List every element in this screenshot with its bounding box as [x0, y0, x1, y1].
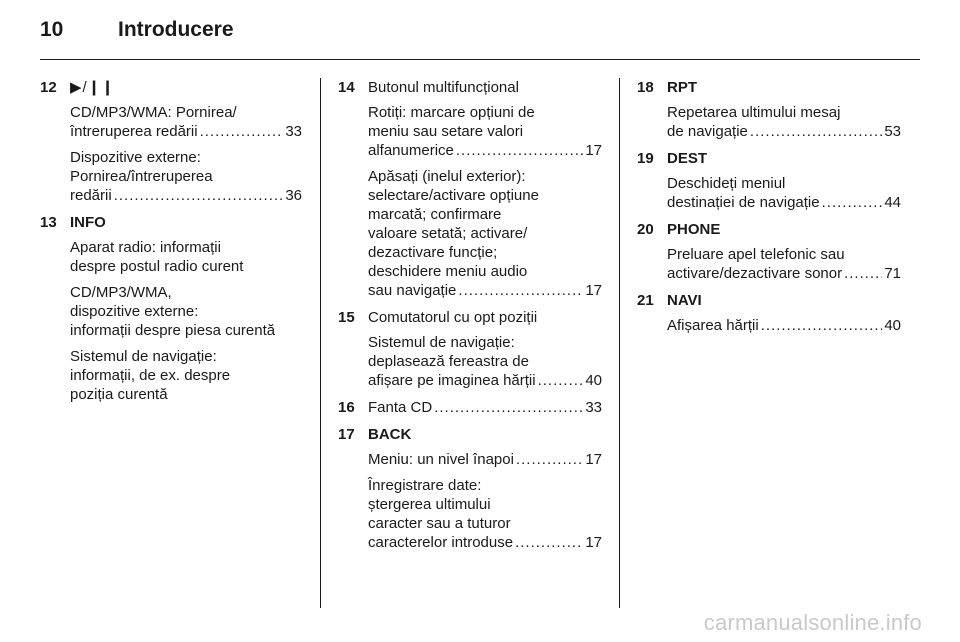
entry-title: Comutatorul cu opt poziții: [368, 309, 538, 326]
reference-page-number: 17: [585, 534, 602, 551]
text-line: poziția curentă: [70, 386, 168, 403]
index-entry: [40, 213, 302, 404]
column-divider-2: [619, 78, 620, 608]
reference-text: afișare pe imaginea hărții: [368, 372, 536, 389]
text-line: Pornirea/întreruperea: [70, 168, 213, 185]
column-3: [637, 78, 901, 343]
page-reference: [667, 122, 901, 141]
entry-title: INFO: [70, 214, 106, 231]
entry-number: 13: [40, 214, 57, 231]
entry-paragraph: [70, 103, 302, 141]
index-entry: [338, 308, 602, 390]
reference-page-number: 36: [285, 187, 302, 204]
reference-page-number: 17: [585, 451, 602, 468]
reference-text: alfanumerice: [368, 142, 454, 159]
text-line: dispozitive externe:: [70, 303, 199, 320]
index-entry: [40, 78, 302, 205]
entry-number: 20: [637, 221, 654, 238]
entry-paragraph: [70, 148, 302, 205]
entry-paragraph: [667, 245, 901, 283]
reference-text: sau navigație: [368, 282, 457, 299]
header-rule: [40, 59, 920, 60]
entry-paragraph: [70, 347, 302, 404]
dot-leader: [114, 186, 284, 205]
entry-paragraph: [667, 174, 901, 212]
dot-leader: [200, 122, 284, 141]
text-line: Sistemul de navigație:: [70, 348, 217, 365]
text-line: Rotiți: marcare opțiuni de: [368, 104, 535, 121]
entry-number: 17: [338, 426, 355, 443]
entry-paragraph: [368, 398, 602, 417]
entry-number: 15: [338, 309, 355, 326]
text-line: meniu sau setare valori: [368, 123, 524, 140]
column-2: [338, 78, 602, 560]
entry-paragraph: [70, 238, 302, 276]
index-entry: [338, 398, 602, 417]
entry-title: PHONE: [667, 221, 721, 238]
text-line: marcată; confirmare: [368, 206, 502, 223]
text-line: Preluare apel telefonic sau: [667, 246, 845, 263]
reference-text: destinației de navigație: [667, 194, 820, 211]
play-pause-icon: ▶/❙❙: [70, 79, 115, 96]
page-reference: [667, 193, 901, 212]
entry-title: BACK: [368, 426, 412, 443]
reference-page-number: 40: [884, 317, 901, 334]
reference-page-number: 17: [585, 142, 602, 159]
entry-title: RPT: [667, 79, 697, 96]
entry-title: DEST: [667, 150, 708, 167]
page-reference: [667, 264, 901, 283]
entry-paragraph: [368, 103, 602, 160]
entry-paragraph: [368, 450, 602, 469]
reference-text: Fanta CD: [368, 399, 433, 416]
entry-paragraph: [368, 333, 602, 390]
reference-text: Meniu: un nivel înapoi: [368, 451, 514, 468]
page-reference: [368, 398, 602, 417]
text-line: Deschideți meniul: [667, 175, 786, 192]
text-line: Dispozitive externe:: [70, 149, 201, 166]
reference-text: activare/dezactivare sonor: [667, 265, 843, 282]
dot-leader: [538, 371, 584, 390]
reference-page-number: 53: [884, 123, 901, 140]
entry-number: 19: [637, 150, 654, 167]
text-line: Înregistrare date:: [368, 477, 482, 494]
dot-leader: [822, 193, 883, 212]
index-entry: [637, 291, 901, 335]
entry-number: 14: [338, 79, 355, 96]
watermark: carmanualsonline.info: [703, 610, 922, 635]
column-divider-1: [320, 78, 321, 608]
page-reference: [368, 450, 602, 469]
dot-leader: [516, 450, 583, 469]
text-line: selectare/activare opțiune: [368, 187, 539, 204]
dot-leader: [844, 264, 882, 283]
text-line: CD/MP3/WMA: Pornirea/: [70, 104, 237, 121]
reference-text: caracterelor introduse: [368, 534, 514, 551]
text-line: valoare setată; activare/: [368, 225, 528, 242]
text-line: informații, de ex. despre: [70, 367, 231, 384]
text-line: ștergerea ultimului: [368, 496, 491, 513]
page-header: [40, 18, 234, 48]
entry-title: NAVI: [667, 292, 702, 309]
dot-leader: [458, 281, 583, 300]
reference-text: de navigație: [667, 123, 748, 140]
page-reference: [368, 281, 602, 300]
text-line: despre postul radio curent: [70, 258, 244, 275]
entry-paragraph: [368, 167, 602, 300]
dot-leader: [434, 398, 583, 417]
page-reference: [368, 141, 602, 160]
text-line: Apăsați (inelul exterior):: [368, 168, 526, 185]
text-line: deschidere meniu audio: [368, 263, 528, 280]
entry-number: 21: [637, 292, 654, 309]
dot-leader: [456, 141, 583, 160]
entry-number: 12: [40, 79, 57, 96]
entry-paragraph: [667, 316, 901, 335]
index-entry: [637, 220, 901, 283]
page-reference: [70, 122, 302, 141]
text-line: dezactivare funcție;: [368, 244, 498, 261]
entry-title: Butonul multifuncțional: [368, 79, 519, 96]
entry-paragraph: [368, 476, 602, 552]
reference-page-number: 40: [585, 372, 602, 389]
reference-page-number: 33: [285, 123, 302, 140]
entry-title: [70, 78, 302, 97]
page-reference: [70, 186, 302, 205]
reference-text: întreruperea redării: [70, 123, 198, 140]
text-line: informații despre piesa curentă: [70, 322, 276, 339]
text-line: Sistemul de navigație:: [368, 334, 515, 351]
entry-paragraph: [70, 283, 302, 340]
reference-page-number: 44: [884, 194, 901, 211]
index-entry: [338, 425, 602, 552]
page-reference: [667, 316, 901, 335]
dot-leader: [515, 533, 583, 552]
dot-leader: [761, 316, 883, 335]
index-entry: [637, 149, 901, 212]
text-line: Aparat radio: informații: [70, 239, 221, 256]
reference-text: Afișarea hărții: [667, 317, 759, 334]
reference-page-number: 17: [585, 282, 602, 299]
text-line: Repetarea ultimului mesaj: [667, 104, 841, 121]
dot-leader: [750, 122, 882, 141]
text-line: deplasează fereastra de: [368, 353, 529, 370]
index-entry: [637, 78, 901, 141]
reference-page-number: 33: [585, 399, 602, 416]
page-reference: [368, 371, 602, 390]
reference-page-number: 71: [884, 265, 901, 282]
reference-text: redării: [70, 187, 112, 204]
page-number: 10: [40, 18, 64, 41]
page-title: Introducere: [118, 18, 234, 41]
entry-number: 16: [338, 399, 355, 416]
index-entry: [338, 78, 602, 300]
text-line: caracter sau a tuturor: [368, 515, 511, 532]
entry-number: 18: [637, 79, 654, 96]
column-1: [40, 78, 302, 412]
page-reference: [368, 533, 602, 552]
text-line: CD/MP3/WMA,: [70, 284, 172, 301]
entry-paragraph: [667, 103, 901, 141]
